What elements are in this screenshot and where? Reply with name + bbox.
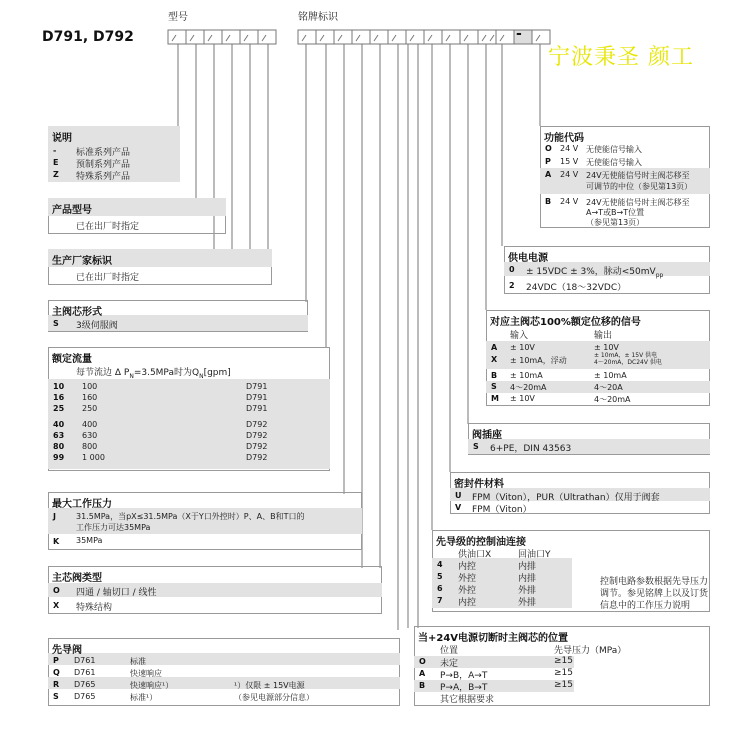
flow-code: 16 — [53, 393, 65, 402]
connector-text: 6+PE，DIN 43563 — [490, 444, 572, 454]
pilot-oil-note: 信息中的工作压力说明 — [600, 601, 691, 611]
function-volt: 24 V — [560, 170, 579, 179]
pilot-valve: D761 — [74, 668, 96, 677]
flow-code: 99 — [53, 453, 65, 462]
code-box-3 — [204, 30, 222, 44]
code-box-17 — [478, 30, 496, 44]
fail-safe-code: A — [419, 669, 426, 678]
manufacturer-title: 生产厂家标识 — [52, 256, 112, 267]
flow-model: D792 — [246, 453, 268, 462]
code-box-13 — [406, 30, 424, 44]
fail-safe-pos: P→A，B→T — [440, 683, 488, 693]
flow-model: D792 — [246, 442, 268, 451]
section-power — [504, 246, 710, 296]
pilot-note: （参见电源部分信息） — [234, 693, 314, 702]
code-box-7 — [298, 30, 316, 44]
max-pressure-title: 最大工作压力 — [52, 499, 112, 510]
pilot-oil-code: 5 — [437, 572, 443, 581]
pilot-oil-note: 调节。参见铭牌上以及订货 — [600, 589, 709, 599]
seal-code: U — [455, 491, 462, 500]
fail-safe-col-pos: 位置 — [440, 646, 459, 656]
main-spool-text: 四通 / 轴切口 / 线性 — [76, 588, 157, 598]
signal-code: B — [491, 371, 498, 380]
main-spool-text: 特殊结构 — [76, 603, 113, 613]
pilot-oil-code: 4 — [437, 560, 443, 569]
section-pilot-oil — [432, 530, 710, 614]
notes-text: 标准系列产品 — [76, 148, 131, 158]
function-code: B — [545, 197, 552, 206]
seal-code: V — [455, 503, 462, 512]
pilot-code: Q — [53, 668, 60, 677]
notes-code: Z — [53, 170, 59, 179]
pilot-desc: 标准 — [130, 657, 146, 666]
function-text: 24V无使能信号时主阀芯移至 — [586, 198, 690, 207]
code-box-11 — [370, 30, 388, 44]
flow-value: 800 — [82, 442, 98, 451]
fail-safe-code: O — [419, 657, 426, 666]
section-main-spool — [48, 566, 382, 616]
section-product-model — [48, 198, 226, 236]
section-function-code — [540, 126, 710, 230]
spool-type-title: 主阀芯形式 — [52, 307, 102, 318]
product-model-text: 已在出厂时指定 — [76, 222, 140, 232]
function-text: （参见第13页） — [586, 218, 645, 227]
fail-safe-title: 当+24V电源切断时主阀芯的位置 — [418, 633, 569, 644]
signal-code: S — [491, 382, 497, 391]
power-text: ± 15VDC ± 3%，脉动$<50mV_{pp}$ — [526, 267, 664, 279]
function-code: A — [545, 170, 552, 179]
code-box-12 — [388, 30, 406, 44]
pilot-oil-code: 6 — [437, 584, 443, 593]
label-nameplate: 铭牌标识 — [298, 12, 338, 23]
max-pressure-code: K — [53, 537, 60, 546]
notes-text: 特殊系列产品 — [76, 172, 131, 182]
signal-code: A — [491, 343, 498, 352]
power-title: 供电电源 — [508, 253, 548, 264]
pilot-desc: 快速响应¹） — [130, 681, 174, 690]
signal-in: ± 10V — [510, 343, 535, 352]
connector-code: S — [473, 442, 479, 451]
function-code: P — [545, 157, 551, 166]
code-box-2 — [186, 30, 204, 44]
rated-flow-subtitle: 每节流边 Δ $P_N=3.5MPa$时为$Q_N[gpm]$ — [76, 368, 231, 380]
flow-code: 80 — [53, 442, 65, 451]
section-connector — [468, 423, 710, 457]
pilot-oil-title: 先导级的控制油连接 — [436, 537, 526, 548]
flow-model: D792 — [246, 431, 268, 440]
pilot-oil-col-y: 回油口Y — [518, 550, 551, 560]
function-volt: 24 V — [560, 197, 579, 206]
pilot-oil-x: 内控 — [458, 562, 477, 572]
code-box-18 — [496, 30, 514, 44]
signal-out: 4～20mA — [594, 395, 631, 404]
section-notes — [48, 126, 180, 184]
model-codes: D791, D792 — [42, 29, 134, 45]
pilot-desc: 快速响应 — [130, 669, 162, 678]
code-box-14 — [424, 30, 442, 44]
signal-in: ± 10mA，浮动 — [510, 356, 567, 365]
section-signal — [486, 310, 710, 408]
notes-title: 说明 — [52, 133, 72, 144]
notes-code: E — [53, 158, 59, 167]
flow-value: 160 — [82, 393, 98, 402]
function-code: O — [545, 144, 552, 153]
section-fail-safe — [414, 626, 710, 708]
fail-safe-code: B — [419, 681, 426, 690]
flow-code: 40 — [53, 420, 65, 429]
code-box-5 — [240, 30, 258, 44]
code-box-9 — [334, 30, 352, 44]
pilot-oil-x: 外控 — [458, 586, 477, 596]
function-text: 可调节的中位（参见第13页） — [586, 182, 693, 191]
dash-separator: - — [516, 26, 522, 42]
signal-out: 4～20A — [594, 383, 623, 392]
signal-code: X — [491, 355, 498, 364]
main-spool-code: O — [53, 586, 60, 595]
product-model-title: 产品型号 — [52, 205, 92, 216]
signal-in: ± 10V — [510, 394, 535, 403]
section-manufacturer — [48, 249, 272, 287]
signal-out: ± 10mA，± 15V 供电 — [594, 352, 658, 359]
pilot-code: S — [53, 692, 59, 701]
flow-code: 63 — [53, 431, 65, 440]
pilot-valve: D765 — [74, 680, 96, 689]
signal-title: 对应主阀芯100%额定位移的信号 — [490, 317, 641, 328]
label-model: 型号 — [168, 12, 188, 23]
function-text: A→T或B→T位置 — [586, 208, 645, 217]
seal-title: 密封件材料 — [454, 479, 504, 490]
code-box-8 — [316, 30, 334, 44]
flow-value: 250 — [82, 404, 98, 413]
code-box-15 — [442, 30, 460, 44]
section-rated-flow — [48, 347, 330, 473]
fail-safe-pos: P→B，A→T — [440, 671, 488, 681]
fail-safe-press: ≥15 — [554, 668, 573, 678]
function-text: 无使能信号输入 — [586, 158, 642, 167]
section-spool-type — [48, 300, 308, 334]
connector-title: 阀插座 — [472, 430, 502, 441]
function-volt: 15 V — [560, 157, 579, 166]
function-text: 24V无使能信号时主阀芯移至 — [586, 171, 690, 180]
power-code: 0 — [509, 265, 515, 274]
function-code-title: 功能代码 — [544, 133, 584, 144]
seal-text: FPM（Viton），PUR（Ultrathan）仅用于阀套 — [472, 493, 660, 503]
signal-col-out: 输出 — [594, 331, 613, 341]
signal-in: ± 10mA — [510, 371, 543, 380]
code-box-16 — [460, 30, 478, 44]
pilot-valve: D765 — [74, 692, 96, 701]
seal-text: FPM（Viton） — [472, 505, 532, 515]
function-volt: 24 V — [560, 144, 579, 153]
pilot-oil-note: 控制电路参数根据先导压力 — [600, 577, 709, 587]
signal-col-in: 输入 — [510, 331, 529, 341]
signal-in: 4～20mA — [510, 383, 547, 392]
pilot-oil-x: 外控 — [458, 574, 477, 584]
signal-code: M — [491, 394, 499, 403]
max-pressure-line: 31.5MPa，当pX≤31.5MPa（X于Y口外控时）P、A、B和T口的 — [76, 512, 305, 521]
spool-type-code: S — [53, 319, 59, 328]
max-pressure-line: 工作压力可达35MPa — [76, 523, 151, 532]
main-spool-code: X — [53, 601, 60, 610]
pilot-code: R — [53, 680, 60, 689]
signal-out: ± 10V — [594, 343, 619, 352]
power-text: 24VDC（18～32VDC） — [526, 283, 627, 293]
flow-value: 100 — [82, 382, 98, 391]
pilot-code: P — [53, 656, 59, 665]
flow-value: 400 — [82, 420, 98, 429]
pilot-oil-code: 7 — [437, 596, 443, 605]
flow-model: D791 — [246, 393, 268, 402]
fail-safe-pos: 未定 — [440, 659, 459, 669]
notes-code: - — [53, 146, 57, 155]
power-code: 2 — [509, 281, 515, 290]
pilot-oil-col-x: 供油口X — [458, 550, 492, 560]
pilot-oil-y: 内排 — [518, 574, 537, 584]
code-box-1 — [168, 30, 186, 44]
pilot-valve: D761 — [74, 656, 96, 665]
fail-safe-press: ≥15 — [554, 656, 573, 666]
code-box-4 — [222, 30, 240, 44]
pilot-title: 先导阀 — [52, 645, 82, 656]
code-box-6 — [258, 30, 276, 44]
code-box-10 — [352, 30, 370, 44]
main-spool-title: 主芯阀类型 — [52, 573, 102, 584]
signal-out: 4～20mA，DC24V 供电 — [594, 359, 662, 366]
spool-type-text: 3级伺服阀 — [76, 321, 118, 331]
flow-model: D791 — [246, 382, 268, 391]
pilot-desc: 标准¹） — [130, 693, 158, 702]
fail-safe-col-press: 先导压力（MPa） — [554, 646, 627, 656]
pilot-oil-y: 外排 — [518, 586, 537, 596]
pilot-oil-x: 内控 — [458, 598, 477, 608]
signal-out: ± 10mA — [594, 371, 627, 380]
flow-model: D791 — [246, 404, 268, 413]
fail-safe-pos: 其它根据要求 — [440, 695, 495, 705]
section-seal — [450, 472, 710, 516]
flow-model: D792 — [246, 420, 268, 429]
flow-value: 630 — [82, 431, 98, 440]
flow-value: 1 000 — [82, 453, 105, 462]
flow-code: 10 — [53, 382, 65, 391]
notes-text: 预制系列产品 — [76, 160, 131, 170]
section-max-pressure — [48, 492, 362, 552]
manufacturer-text: 已在出厂时指定 — [76, 273, 140, 283]
pilot-oil-y: 外排 — [518, 598, 537, 608]
watermark: 宁波秉圣 颜工 — [548, 45, 694, 70]
fail-safe-press: ≥15 — [554, 680, 573, 690]
flow-code: 25 — [53, 404, 65, 413]
function-text: 无使能信号输入 — [586, 145, 642, 154]
max-pressure-code: J — [53, 512, 56, 521]
pilot-oil-y: 内排 — [518, 562, 537, 572]
pilot-note: ¹）仅限 ± 15V电源 — [234, 681, 305, 690]
max-pressure-line: 35MPa — [76, 536, 103, 545]
rated-flow-title: 额定流量 — [52, 354, 92, 365]
section-pilot — [48, 638, 400, 708]
